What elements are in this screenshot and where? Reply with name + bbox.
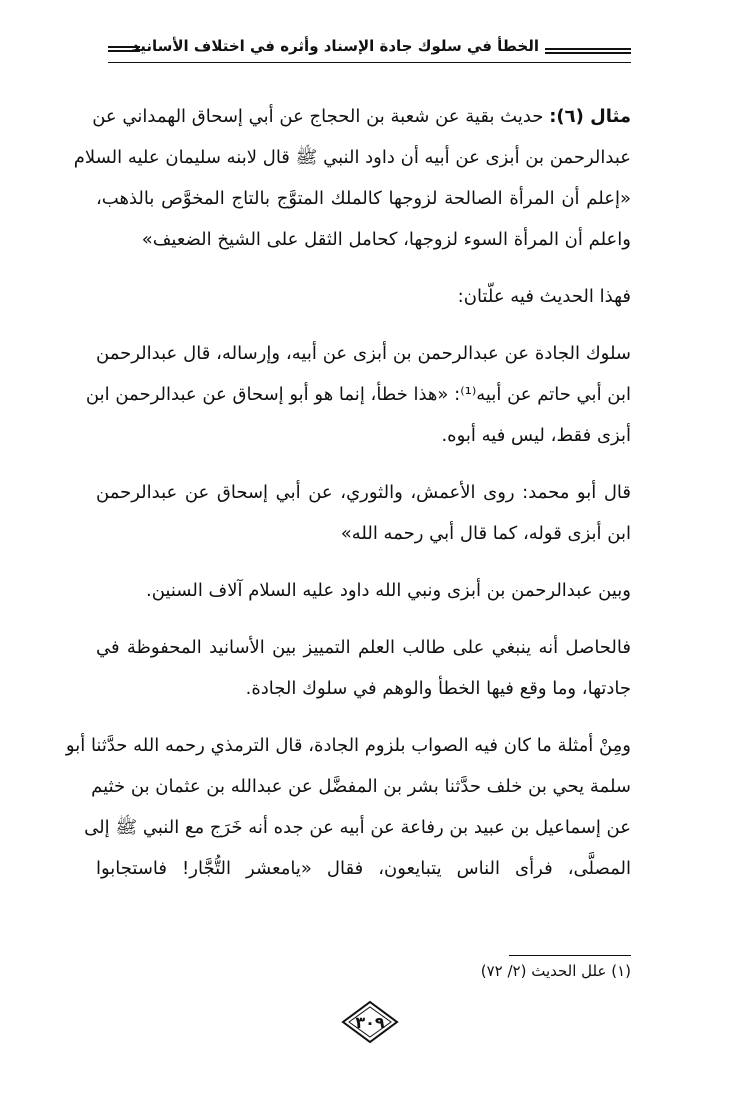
text-line: وبين عبدالرحمن بن أبزى ونبي الله داود عليه السلام آلاف السنين. (146, 580, 631, 601)
paragraph-conclusion (96, 627, 631, 709)
page-number: ٣٠٩ (355, 1012, 385, 1032)
paragraph-time-gap (96, 570, 631, 611)
text-line: عن إسماعيل بن عبيد بن رفاعة عن أبيه عن جده أنه خَرَج مع النبي ﷺ إلى (84, 817, 631, 838)
text-line: «إعلم أن المرأة الصالحة لزوجها كالملك المتوَّج بالتاج المخوَّص بالذهب، (96, 188, 631, 209)
text-line: ابن أبزى قوله، كما قال أبي رحمه الله» (340, 523, 631, 544)
paragraph-defect-detail (85, 333, 631, 456)
paragraph-tirmidhi-example (65, 725, 631, 889)
running-header-title: الخطأ في سلوك جادة الإسناد وأثره في اختلاف الأسانيد (131, 37, 539, 55)
page-body (65, 96, 631, 905)
text-line: ابن أبي حاتم عن أبيه⁽¹⁾: «هذا خطأ، إنما هو أبو إسحاق عن عبدالرحمن ابن (85, 384, 631, 405)
text-line: مثال (٦): حديث بقية عن شعبة بن الحجاج عن أبي إسحاق الهمداني عن (92, 106, 631, 127)
paragraph-two-defects (96, 276, 631, 317)
text-line: قال أبو محمد: روى الأعمش، والثوري، عن أبي إسحاق عن عبدالرحمن (96, 482, 631, 503)
paragraph-example-6 (73, 96, 631, 260)
text-line: فهذا الحديث فيه علّتان: (457, 286, 631, 307)
text-line: ومِنْ أمثلة ما كان فيه الصواب بلزوم الجادة، قال الترمذي رحمه الله حدَّثنا أبو (65, 735, 631, 756)
text-line: سلمة يحي بن خلف حدَّثنا بشر بن المفضَّل عن عبدالله بن عثمان بن خثيم (91, 776, 631, 797)
text-line: جادتها، وما وقع فيها الخطأ والوهم في سلوك الجادة. (245, 678, 631, 699)
header-ornament-right (545, 48, 631, 54)
page-number-badge (341, 1000, 399, 1044)
footnote-divider (509, 955, 631, 956)
text-line: فالحاصل أنه ينبغي على طالب العلم التمييز بين الأسانيد المحفوظة في (96, 637, 631, 658)
paragraph-abu-muhammad (96, 472, 631, 554)
example-label: مثال (٦): (549, 106, 631, 127)
text-line: أبزى فقط، ليس فيه أبوه. (441, 425, 631, 446)
text-line: واعلم أن المرأة السوء لزوجها، كحامل الثقل على الشيخ الضعيف» (141, 229, 631, 250)
text-line: سلوك الجادة عن عبدالرحمن بن أبزى عن أبيه، وإرساله، قال عبدالرحمن (96, 343, 631, 364)
footnote: (١) علل الحديث (٢/ ٧٢) (480, 962, 631, 980)
text-line: عبدالرحمن بن أبزى عن أبيه أن داود النبي ﷺ قال لابنه سليمان عليه السلام (73, 147, 631, 168)
running-header (108, 36, 631, 64)
text-line: المصلَّى، فرأى الناس يتبايعون، فقال «يامعشر التُّجَّار! فاستجابوا (96, 858, 631, 879)
header-divider (108, 62, 631, 63)
